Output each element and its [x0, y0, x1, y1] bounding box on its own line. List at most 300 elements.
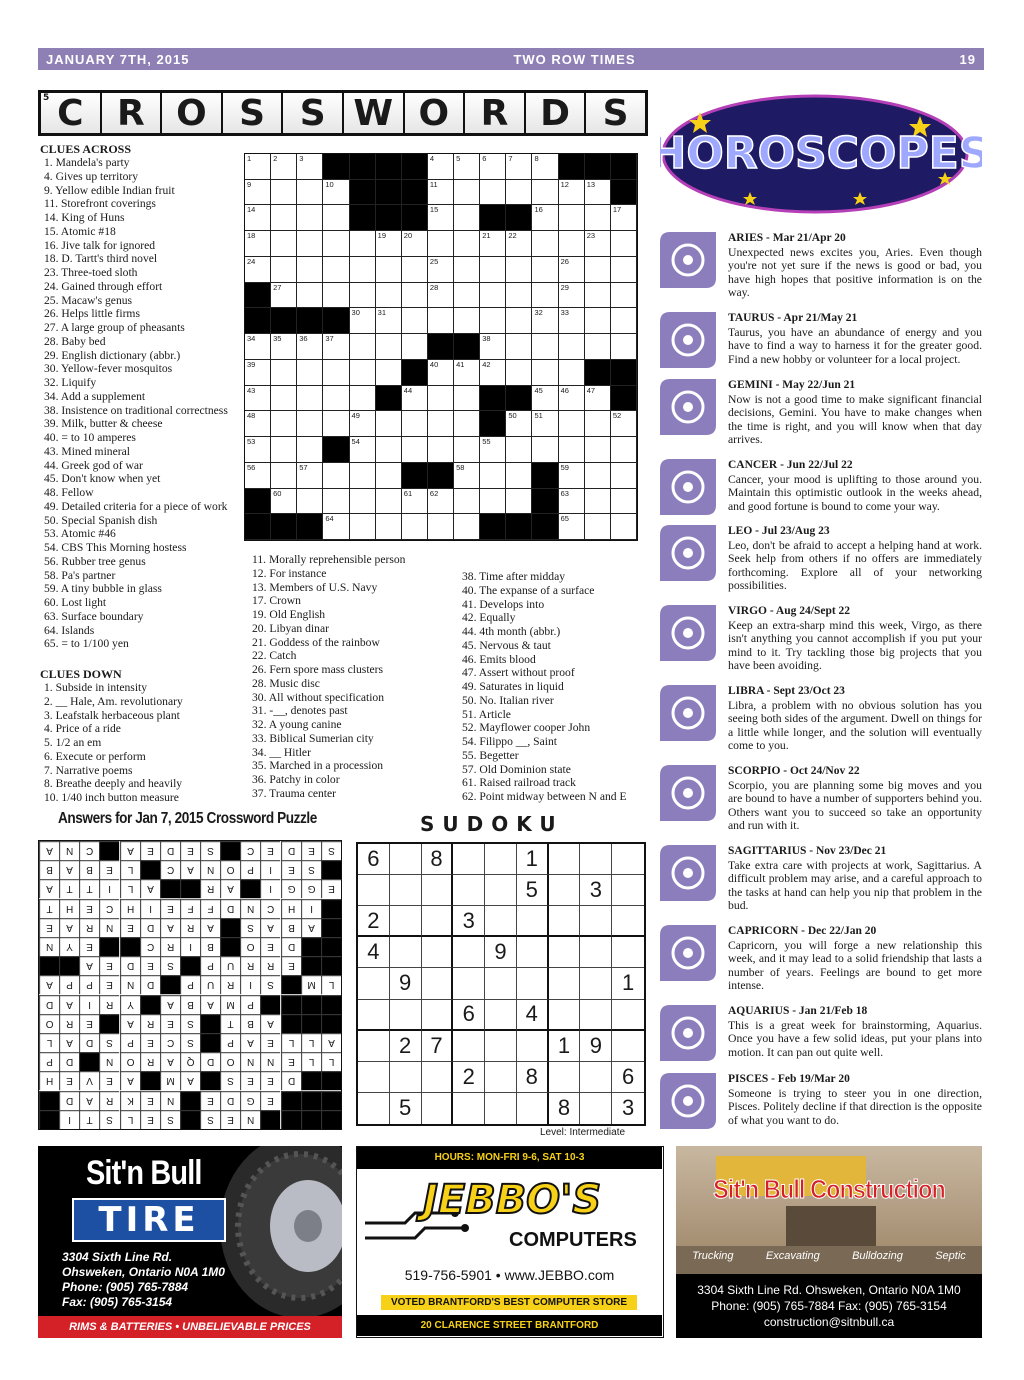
sudoku-cell[interactable]: [358, 875, 390, 906]
sudoku-cell[interactable]: [453, 937, 485, 968]
grid-cell[interactable]: [506, 437, 532, 463]
grid-cell[interactable]: [611, 514, 637, 540]
grid-cell[interactable]: [506, 334, 532, 360]
answer-cell: A: [240, 1033, 260, 1052]
grid-cell[interactable]: [559, 257, 585, 283]
grid-block: [428, 334, 454, 360]
grid-cell[interactable]: [350, 308, 376, 334]
sudoku-cell[interactable]: [517, 906, 549, 937]
grid-cell[interactable]: [323, 231, 349, 257]
grid-cell[interactable]: [271, 154, 297, 180]
grid-cell[interactable]: [245, 360, 271, 386]
sudoku-cell[interactable]: [453, 1093, 485, 1124]
sudoku-cell[interactable]: [549, 1000, 581, 1031]
grid-cell[interactable]: [454, 386, 480, 412]
grid-cell[interactable]: [376, 360, 402, 386]
sudoku-cell[interactable]: [612, 1031, 644, 1062]
jebbo-hours: HOURS: MON-FRI 9-6, SAT 10-3: [357, 1147, 662, 1169]
grid-cell[interactable]: [271, 360, 297, 386]
grid-cell[interactable]: [297, 386, 323, 412]
grid-cell[interactable]: [376, 334, 402, 360]
grid-cell[interactable]: [480, 463, 506, 489]
grid-cell[interactable]: [454, 308, 480, 334]
grid-cell[interactable]: [559, 411, 585, 437]
grid-cell[interactable]: [532, 154, 558, 180]
grid-cell[interactable]: [271, 386, 297, 412]
grid-cell[interactable]: [532, 308, 558, 334]
grid-cell[interactable]: [428, 386, 454, 412]
grid-cell[interactable]: [532, 360, 558, 386]
sudoku-cell[interactable]: [517, 1031, 549, 1062]
grid-cell[interactable]: [297, 231, 323, 257]
cell-number: 60: [273, 488, 282, 498]
answer-cell: E: [260, 937, 280, 956]
grid-cell[interactable]: [271, 489, 297, 515]
sudoku-cell[interactable]: [517, 937, 549, 968]
grid-cell[interactable]: [480, 283, 506, 309]
sudoku-cell[interactable]: [580, 906, 612, 937]
grid-cell[interactable]: [585, 180, 611, 206]
sudoku-cell[interactable]: [549, 875, 581, 906]
grid-cell[interactable]: [245, 205, 271, 231]
sudoku-cell[interactable]: [422, 875, 454, 906]
sudoku-cell[interactable]: [612, 844, 644, 875]
grid-cell[interactable]: [585, 334, 611, 360]
answer-cell: D: [220, 1091, 240, 1110]
grid-cell[interactable]: [454, 514, 480, 540]
grid-cell[interactable]: [585, 257, 611, 283]
grid-cell[interactable]: [559, 386, 585, 412]
grid-cell[interactable]: [350, 437, 376, 463]
water-bearer-icon: [660, 1005, 716, 1061]
sudoku-cell[interactable]: [453, 1031, 485, 1062]
grid-cell[interactable]: [454, 437, 480, 463]
sudoku-cell[interactable]: [358, 968, 390, 999]
answer-cell: E: [321, 879, 341, 898]
sudoku-cell[interactable]: [549, 968, 581, 999]
sudoku-cell[interactable]: [612, 906, 644, 937]
grid-cell[interactable]: [271, 231, 297, 257]
answer-cell: E: [160, 899, 180, 918]
grid-cell[interactable]: [350, 411, 376, 437]
grid-cell[interactable]: [585, 205, 611, 231]
grid-cell[interactable]: [323, 386, 349, 412]
horoscope-maiden: [660, 605, 982, 681]
sudoku-cell[interactable]: [549, 844, 581, 875]
grid-cell[interactable]: [585, 514, 611, 540]
cell-number: 11: [429, 179, 438, 189]
grid-cell[interactable]: [297, 334, 323, 360]
answer-cell: A: [120, 1071, 140, 1090]
grid-cell[interactable]: [297, 489, 323, 515]
answer-cell: B: [79, 860, 99, 879]
grid-cell[interactable]: [532, 386, 558, 412]
grid-cell[interactable]: [454, 360, 480, 386]
grid-cell[interactable]: [480, 257, 506, 283]
sudoku-cell[interactable]: [612, 1000, 644, 1031]
grid-cell[interactable]: [428, 154, 454, 180]
grid-cell[interactable]: [350, 360, 376, 386]
grid-cell[interactable]: [245, 411, 271, 437]
grid-cell[interactable]: [323, 334, 349, 360]
sudoku-cell[interactable]: [422, 906, 454, 937]
answer-cell: E: [99, 975, 119, 994]
grid-cell[interactable]: [506, 154, 532, 180]
grid-cell[interactable]: [402, 283, 428, 309]
grid-cell[interactable]: [350, 334, 376, 360]
answer-block: [180, 956, 200, 975]
grid-cell[interactable]: [559, 514, 585, 540]
grid-cell[interactable]: [428, 283, 454, 309]
grid-block: [245, 489, 271, 515]
sudoku-cell[interactable]: [358, 1062, 390, 1093]
grid-cell[interactable]: [532, 334, 558, 360]
horoscope-text: [728, 605, 982, 673]
construction-services: [676, 1250, 982, 1262]
sudoku-cell[interactable]: [422, 1062, 454, 1093]
sudoku-cell[interactable]: [549, 906, 581, 937]
sudoku-cell[interactable]: [390, 875, 422, 906]
grid-cell[interactable]: [376, 308, 402, 334]
grid-cell[interactable]: [350, 231, 376, 257]
grid-cell[interactable]: [454, 257, 480, 283]
grid-cell[interactable]: [350, 514, 376, 540]
sudoku-cell[interactable]: [358, 1093, 390, 1124]
grid-cell[interactable]: [506, 411, 532, 437]
grid-cell[interactable]: [245, 437, 271, 463]
sudoku-cell[interactable]: [580, 844, 612, 875]
answer-cell: N: [240, 1052, 260, 1071]
grid-block: [402, 463, 428, 489]
sudoku-cell[interactable]: [390, 906, 422, 937]
sudoku-cell: 1: [549, 1031, 581, 1062]
sudoku-cell[interactable]: [485, 1093, 517, 1124]
sudoku-cell[interactable]: [358, 1031, 390, 1062]
grid-cell[interactable]: [402, 231, 428, 257]
sudoku-cell[interactable]: [485, 1062, 517, 1093]
grid-cell[interactable]: [402, 489, 428, 515]
answer-cell: A: [120, 841, 140, 860]
answer-block: [301, 1110, 321, 1129]
archer-icon: [660, 845, 716, 901]
grid-cell[interactable]: [323, 514, 349, 540]
grid-cell[interactable]: [376, 411, 402, 437]
clue: 40. The expanse of a surface: [462, 583, 595, 597]
grid-cell[interactable]: [245, 180, 271, 206]
sudoku-cell[interactable]: [422, 968, 454, 999]
grid-cell[interactable]: [532, 180, 558, 206]
grid-cell[interactable]: [585, 283, 611, 309]
grid-cell[interactable]: [454, 411, 480, 437]
grid-cell[interactable]: [297, 437, 323, 463]
grid-cell[interactable]: [428, 437, 454, 463]
answer-cell: D: [120, 956, 140, 975]
grid-cell[interactable]: [428, 308, 454, 334]
sudoku-cell[interactable]: [390, 844, 422, 875]
cell-number: 55: [482, 437, 491, 447]
grid-cell[interactable]: [480, 154, 506, 180]
sudoku-cell[interactable]: [453, 844, 485, 875]
grid-cell[interactable]: [323, 180, 349, 206]
grid-cell[interactable]: [532, 205, 558, 231]
grid-cell[interactable]: [271, 257, 297, 283]
grid-cell[interactable]: [559, 231, 585, 257]
grid-cell[interactable]: [428, 514, 454, 540]
sudoku-cell[interactable]: [517, 968, 549, 999]
grid-cell[interactable]: [323, 463, 349, 489]
grid-cell[interactable]: [506, 257, 532, 283]
grid-cell[interactable]: [245, 154, 271, 180]
cell-number: 13: [586, 179, 596, 189]
sudoku-cell[interactable]: [485, 968, 517, 999]
grid-cell[interactable]: [245, 463, 271, 489]
grid-cell[interactable]: [611, 489, 637, 515]
answer-cell: A: [39, 975, 59, 994]
horoscope-scorpion: [660, 765, 982, 841]
grid-cell[interactable]: [611, 463, 637, 489]
sudoku-cell[interactable]: [580, 1000, 612, 1031]
clues-down-list-1: [44, 681, 183, 805]
sudoku-cell[interactable]: [390, 1000, 422, 1031]
sudoku-cell[interactable]: [580, 1062, 612, 1093]
grid-cell[interactable]: [454, 205, 480, 231]
answer-block: [99, 841, 119, 860]
sudoku-cell[interactable]: [485, 844, 517, 875]
grid-cell[interactable]: [454, 231, 480, 257]
grid-cell[interactable]: [611, 411, 637, 437]
sudoku-cell[interactable]: [485, 1031, 517, 1062]
grid-cell[interactable]: [480, 437, 506, 463]
clue: 16. Jive talk for ignored: [44, 238, 156, 252]
sudoku-cell[interactable]: [485, 906, 517, 937]
grid-cell[interactable]: [297, 463, 323, 489]
grid-cell[interactable]: [559, 360, 585, 386]
grid-cell[interactable]: [271, 205, 297, 231]
grid-cell[interactable]: [376, 489, 402, 515]
fish-icon: [660, 1073, 716, 1129]
grid-cell[interactable]: [585, 437, 611, 463]
sudoku-cell[interactable]: [453, 968, 485, 999]
answer-cell: P: [79, 975, 99, 994]
grid-cell[interactable]: [245, 231, 271, 257]
answer-cell: D: [160, 841, 180, 860]
sudoku-cell[interactable]: [485, 1000, 517, 1031]
grid-cell[interactable]: [585, 231, 611, 257]
grid-cell[interactable]: [559, 308, 585, 334]
horoscope-crab: [660, 459, 982, 535]
sudoku-cell: 1: [612, 968, 644, 999]
answer-cell: P: [120, 1033, 140, 1052]
ad-sitnbull-tire[interactable]: [38, 1146, 342, 1338]
grid-cell[interactable]: [402, 437, 428, 463]
sudoku-cell[interactable]: [358, 1000, 390, 1031]
grid-cell[interactable]: [480, 180, 506, 206]
grid-cell[interactable]: [559, 437, 585, 463]
grid-cell[interactable]: [480, 360, 506, 386]
grid-cell[interactable]: [480, 308, 506, 334]
grid-cell[interactable]: [480, 231, 506, 257]
grid-cell[interactable]: [585, 489, 611, 515]
grid-cell[interactable]: [350, 489, 376, 515]
grid-cell[interactable]: [506, 283, 532, 309]
grid-cell[interactable]: [245, 334, 271, 360]
grid-cell[interactable]: [323, 360, 349, 386]
ad-jebbos-computers[interactable]: [356, 1146, 664, 1338]
sudoku-cell[interactable]: [612, 937, 644, 968]
sudoku-cell[interactable]: [453, 875, 485, 906]
grid-cell[interactable]: [559, 205, 585, 231]
tire-contact: [62, 1250, 225, 1310]
sudoku-cell[interactable]: [485, 875, 517, 906]
grid-cell[interactable]: [585, 386, 611, 412]
grid-cell[interactable]: [402, 334, 428, 360]
grid-cell[interactable]: [428, 205, 454, 231]
grid-cell[interactable]: [376, 231, 402, 257]
horoscope-text: [728, 232, 982, 300]
grid-cell[interactable]: [428, 231, 454, 257]
grid-cell[interactable]: [454, 489, 480, 515]
grid-cell[interactable]: [350, 386, 376, 412]
grid-cell[interactable]: [350, 463, 376, 489]
grid-cell[interactable]: [376, 283, 402, 309]
answer-cell: N: [59, 841, 79, 860]
grid-cell[interactable]: [402, 386, 428, 412]
answer-cell: T: [79, 1110, 99, 1129]
grid-cell[interactable]: [559, 180, 585, 206]
grid-cell[interactable]: [402, 514, 428, 540]
sudoku-cell[interactable]: [422, 1093, 454, 1124]
grid-cell[interactable]: [532, 231, 558, 257]
grid-cell[interactable]: [506, 231, 532, 257]
answer-cell: D: [281, 937, 301, 956]
crosswords-title: [38, 90, 648, 136]
grid-cell[interactable]: [506, 463, 532, 489]
sudoku-cell: 6: [612, 1062, 644, 1093]
sudoku-cell[interactable]: [549, 937, 581, 968]
grid-cell[interactable]: [585, 308, 611, 334]
grid-cell[interactable]: [428, 257, 454, 283]
grid-cell[interactable]: [532, 257, 558, 283]
grid-cell[interactable]: [506, 308, 532, 334]
grid-cell[interactable]: [454, 283, 480, 309]
grid-cell[interactable]: [376, 437, 402, 463]
grid-cell[interactable]: [611, 283, 637, 309]
answer-block: [260, 1110, 280, 1129]
grid-cell[interactable]: [428, 180, 454, 206]
grid-cell[interactable]: [271, 437, 297, 463]
grid-cell[interactable]: [454, 180, 480, 206]
clue: 14. King of Huns: [44, 211, 125, 224]
grid-cell[interactable]: [611, 437, 637, 463]
grid-cell[interactable]: [402, 411, 428, 437]
issue-date: JANUARY 7TH, 2015: [46, 51, 190, 67]
ad-sitnbull-construction[interactable]: [676, 1146, 982, 1338]
grid-cell[interactable]: [376, 257, 402, 283]
grid-cell[interactable]: [402, 257, 428, 283]
grid-cell[interactable]: [271, 411, 297, 437]
grid-cell[interactable]: [532, 437, 558, 463]
grid-cell[interactable]: [480, 489, 506, 515]
grid-cell[interactable]: [428, 360, 454, 386]
answer-block: [160, 879, 180, 898]
grid-cell[interactable]: [297, 180, 323, 206]
grid-cell[interactable]: [559, 283, 585, 309]
grid-cell[interactable]: [611, 205, 637, 231]
grid-cell[interactable]: [271, 283, 297, 309]
grid-cell[interactable]: [559, 334, 585, 360]
grid-cell[interactable]: [402, 308, 428, 334]
grid-cell[interactable]: [585, 463, 611, 489]
sudoku-cell[interactable]: [580, 1093, 612, 1124]
grid-cell[interactable]: [506, 489, 532, 515]
grid-cell[interactable]: [611, 334, 637, 360]
sudoku-cell[interactable]: [422, 1000, 454, 1031]
grid-cell[interactable]: [350, 283, 376, 309]
grid-cell[interactable]: [297, 411, 323, 437]
grid-cell[interactable]: [506, 360, 532, 386]
grid-cell[interactable]: [323, 205, 349, 231]
grid-cell[interactable]: [297, 154, 323, 180]
sudoku-cell[interactable]: [580, 968, 612, 999]
grid-cell[interactable]: [506, 180, 532, 206]
grid-cell[interactable]: [297, 360, 323, 386]
horoscope-twins: [660, 379, 982, 455]
sudoku-cell[interactable]: [390, 937, 422, 968]
grid-cell[interactable]: [454, 154, 480, 180]
grid-cell[interactable]: [611, 257, 637, 283]
grid-cell[interactable]: [585, 411, 611, 437]
grid-cell[interactable]: [376, 463, 402, 489]
clue: 54. Filippo __, Saint: [462, 735, 558, 748]
grid-cell[interactable]: [271, 463, 297, 489]
grid-cell[interactable]: [323, 411, 349, 437]
grid-cell[interactable]: [559, 463, 585, 489]
grid-cell[interactable]: [323, 489, 349, 515]
answer-cell: E: [140, 1110, 160, 1129]
grid-cell[interactable]: [532, 411, 558, 437]
grid-cell[interactable]: [532, 283, 558, 309]
grid-cell[interactable]: [297, 283, 323, 309]
sudoku-cell[interactable]: [390, 1062, 422, 1093]
clue: 57. Old Dominion state: [462, 762, 571, 776]
sudoku-cell[interactable]: [612, 875, 644, 906]
grid-cell[interactable]: [454, 463, 480, 489]
sudoku-cell[interactable]: [517, 1093, 549, 1124]
grid-cell[interactable]: [428, 489, 454, 515]
grid-cell[interactable]: [350, 257, 376, 283]
grid-cell[interactable]: [297, 205, 323, 231]
grid-cell[interactable]: [559, 489, 585, 515]
grid-cell[interactable]: [323, 283, 349, 309]
grid-cell[interactable]: [323, 257, 349, 283]
horoscope-text: [728, 459, 982, 513]
grid-cell[interactable]: [611, 231, 637, 257]
grid-cell[interactable]: [480, 334, 506, 360]
answer-cell: H: [281, 899, 301, 918]
grid-cell[interactable]: [376, 514, 402, 540]
sudoku-cell[interactable]: [422, 937, 454, 968]
sudoku-cell[interactable]: [549, 1062, 581, 1093]
grid-cell[interactable]: [297, 257, 323, 283]
grid-cell[interactable]: [271, 180, 297, 206]
grid-cell[interactable]: [245, 257, 271, 283]
grid-cell[interactable]: [245, 386, 271, 412]
grid-cell[interactable]: [271, 334, 297, 360]
grid-cell[interactable]: [611, 308, 637, 334]
sudoku-cell[interactable]: [580, 937, 612, 968]
grid-cell[interactable]: [428, 411, 454, 437]
answer-cell: N: [260, 1052, 280, 1071]
